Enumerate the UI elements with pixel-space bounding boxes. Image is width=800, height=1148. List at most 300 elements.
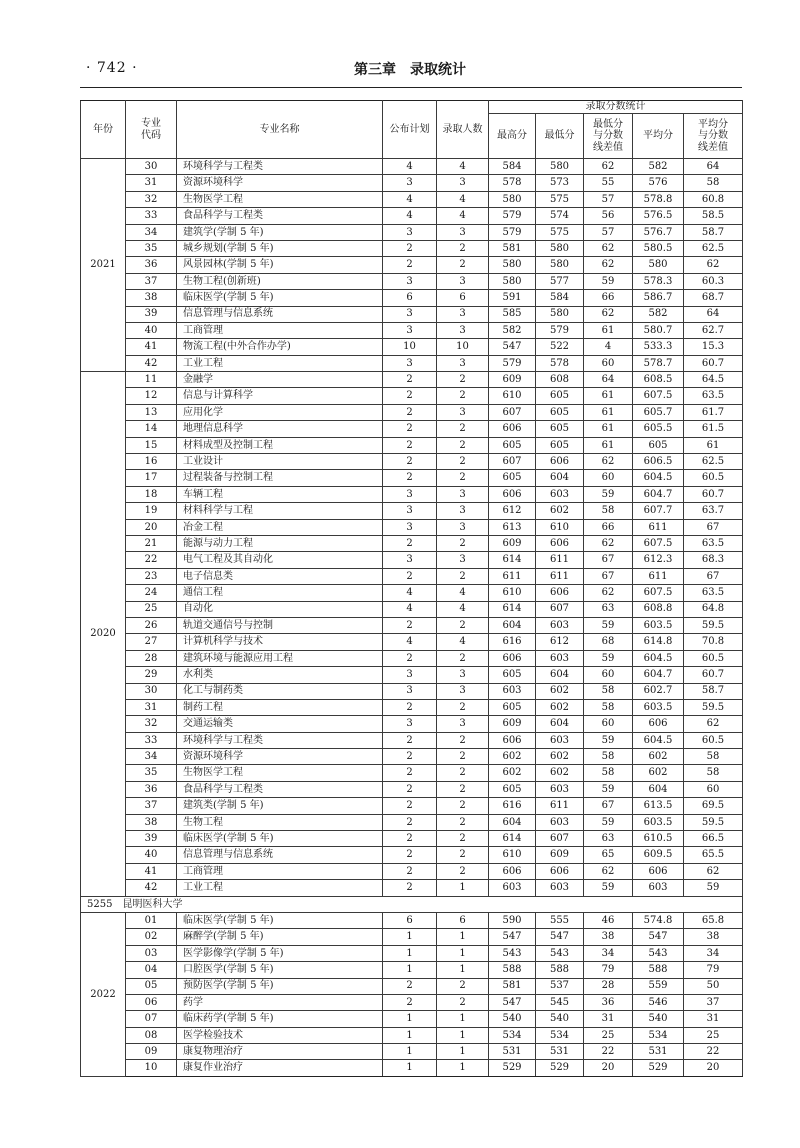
major-name: 生物医学工程 — [177, 191, 383, 207]
plan-count: 2 — [383, 454, 437, 470]
min-score: 531 — [536, 1044, 584, 1060]
min-score-diff: 61 — [584, 421, 633, 437]
col-avg-score: 平均分 — [633, 114, 684, 159]
min-score-diff: 59 — [584, 814, 633, 830]
avg-score: 543 — [633, 945, 684, 961]
max-score: 603 — [489, 880, 536, 896]
max-score: 605 — [489, 699, 536, 715]
admitted-count: 2 — [437, 257, 489, 273]
min-score-diff: 59 — [584, 617, 633, 633]
plan-count: 3 — [383, 683, 437, 699]
table-row — [81, 519, 743, 535]
plan-count: 2 — [383, 994, 437, 1010]
avg-score: 607.5 — [633, 585, 684, 601]
major-name: 生物工程 — [177, 814, 383, 830]
table-row — [81, 945, 743, 961]
table-row — [81, 388, 743, 404]
max-score: 534 — [489, 1027, 536, 1043]
plan-count: 2 — [383, 617, 437, 633]
plan-count: 4 — [383, 208, 437, 224]
table-row — [81, 306, 743, 322]
major-name: 生物医学工程 — [177, 765, 383, 781]
table-row — [81, 290, 743, 306]
admitted-count: 2 — [437, 240, 489, 256]
plan-count: 2 — [383, 863, 437, 879]
min-score-diff: 62 — [584, 585, 633, 601]
major-name: 康复物理治疗 — [177, 1044, 383, 1060]
table-row — [81, 535, 743, 551]
max-score: 547 — [489, 339, 536, 355]
admitted-count: 3 — [437, 552, 489, 568]
major-name: 城乡规划(学制 5 年) — [177, 240, 383, 256]
avg-score-diff: 59.5 — [684, 699, 743, 715]
table-row — [81, 847, 743, 863]
avg-score-diff: 58.5 — [684, 208, 743, 224]
max-score: 579 — [489, 224, 536, 240]
max-score: 588 — [489, 962, 536, 978]
min-score-diff: 22 — [584, 1044, 633, 1060]
min-score-diff: 58 — [584, 699, 633, 715]
table-row — [81, 978, 743, 994]
admitted-count: 3 — [437, 716, 489, 732]
major-code: 32 — [126, 191, 177, 207]
major-code: 41 — [126, 863, 177, 879]
avg-score: 606 — [633, 716, 684, 732]
min-score: 580 — [536, 240, 584, 256]
table-row — [81, 798, 743, 814]
avg-score: 603.5 — [633, 814, 684, 830]
min-score: 580 — [536, 257, 584, 273]
max-score: 606 — [489, 732, 536, 748]
avg-score: 602.7 — [633, 683, 684, 699]
major-name: 电气工程及其自动化 — [177, 552, 383, 568]
plan-count: 6 — [383, 912, 437, 928]
min-score-diff: 25 — [584, 1027, 633, 1043]
avg-score: 582 — [633, 159, 684, 175]
admitted-count: 4 — [437, 159, 489, 175]
admitted-count: 1 — [437, 945, 489, 961]
min-score-diff: 60 — [584, 355, 633, 371]
avg-score: 576.5 — [633, 208, 684, 224]
year-cell: 2021 — [81, 159, 126, 372]
plan-count: 3 — [383, 716, 437, 732]
admitted-count: 2 — [437, 388, 489, 404]
avg-score-diff: 60.5 — [684, 732, 743, 748]
table-row — [81, 585, 743, 601]
admitted-count: 2 — [437, 568, 489, 584]
min-score: 555 — [536, 912, 584, 928]
min-score: 574 — [536, 208, 584, 224]
plan-count: 2 — [383, 240, 437, 256]
max-score: 602 — [489, 749, 536, 765]
major-name: 材料科学与工程 — [177, 503, 383, 519]
avg-score: 578.7 — [633, 355, 684, 371]
avg-score-diff: 60 — [684, 781, 743, 797]
min-score-diff: 63 — [584, 831, 633, 847]
max-score: 540 — [489, 1011, 536, 1027]
major-name: 电子信息类 — [177, 568, 383, 584]
avg-score: 607.7 — [633, 503, 684, 519]
min-score-diff: 59 — [584, 486, 633, 502]
table-row — [81, 208, 743, 224]
max-score: 578 — [489, 175, 536, 191]
avg-score-diff: 58 — [684, 749, 743, 765]
major-code: 03 — [126, 945, 177, 961]
major-code: 13 — [126, 404, 177, 420]
min-score-diff: 56 — [584, 208, 633, 224]
avg-score: 547 — [633, 929, 684, 945]
avg-score: 611 — [633, 568, 684, 584]
table-row — [81, 552, 743, 568]
plan-count: 1 — [383, 1027, 437, 1043]
avg-score: 611 — [633, 519, 684, 535]
major-code: 21 — [126, 535, 177, 551]
plan-count: 2 — [383, 749, 437, 765]
plan-count: 3 — [383, 355, 437, 371]
avg-score-diff: 62 — [684, 257, 743, 273]
major-name: 临床医学(学制 5 年) — [177, 912, 383, 928]
table-row — [81, 716, 743, 732]
min-score: 604 — [536, 470, 584, 486]
major-name: 物流工程(中外合作办学) — [177, 339, 383, 355]
avg-score: 574.8 — [633, 912, 684, 928]
avg-score-diff: 67 — [684, 519, 743, 535]
col-min-score: 最低分 — [536, 114, 584, 159]
major-code: 17 — [126, 470, 177, 486]
major-code: 22 — [126, 552, 177, 568]
major-code: 32 — [126, 716, 177, 732]
avg-score-diff: 59.5 — [684, 814, 743, 830]
min-score-diff: 60 — [584, 667, 633, 683]
avg-score: 604 — [633, 781, 684, 797]
min-score: 605 — [536, 421, 584, 437]
major-name: 通信工程 — [177, 585, 383, 601]
major-name: 信息管理与信息系统 — [177, 847, 383, 863]
plan-count: 2 — [383, 650, 437, 666]
admitted-count: 6 — [437, 912, 489, 928]
max-score: 616 — [489, 634, 536, 650]
table-row — [81, 257, 743, 273]
min-score-diff: 61 — [584, 388, 633, 404]
major-name: 麻醉学(学制 5 年) — [177, 929, 383, 945]
plan-count: 1 — [383, 962, 437, 978]
major-code: 40 — [126, 322, 177, 338]
admitted-count: 2 — [437, 421, 489, 437]
min-score: 603 — [536, 486, 584, 502]
avg-score-diff: 60.7 — [684, 486, 743, 502]
col-score-group: 录取分数统计 — [489, 101, 743, 114]
avg-score-diff: 68.3 — [684, 552, 743, 568]
col-max-score: 最高分 — [489, 114, 536, 159]
min-score: 543 — [536, 945, 584, 961]
major-name: 临床医学(学制 5 年) — [177, 831, 383, 847]
table-row — [81, 749, 743, 765]
avg-score-diff: 15.3 — [684, 339, 743, 355]
max-score: 529 — [489, 1060, 536, 1076]
max-score: 607 — [489, 454, 536, 470]
major-name: 风景园林(学制 5 年) — [177, 257, 383, 273]
min-score: 540 — [536, 1011, 584, 1027]
major-name: 计算机科学与技术 — [177, 634, 383, 650]
major-code: 10 — [126, 1060, 177, 1076]
avg-score-diff: 70.8 — [684, 634, 743, 650]
major-name: 建筑类(学制 5 年) — [177, 798, 383, 814]
avg-score: 604.5 — [633, 470, 684, 486]
major-name: 临床医学(学制 5 年) — [177, 290, 383, 306]
avg-score: 576.7 — [633, 224, 684, 240]
major-code: 35 — [126, 765, 177, 781]
plan-count: 1 — [383, 945, 437, 961]
table-row — [81, 454, 743, 470]
admitted-count: 3 — [437, 355, 489, 371]
plan-count: 2 — [383, 257, 437, 273]
plan-count: 3 — [383, 273, 437, 289]
major-code: 39 — [126, 831, 177, 847]
avg-score: 580 — [633, 257, 684, 273]
col-code-label: 专业代码 — [141, 118, 161, 141]
min-score: 584 — [536, 290, 584, 306]
plan-count: 3 — [383, 322, 437, 338]
table-row — [81, 699, 743, 715]
admitted-count: 1 — [437, 1027, 489, 1043]
plan-count: 3 — [383, 667, 437, 683]
avg-score-diff: 60.3 — [684, 273, 743, 289]
major-code: 37 — [126, 798, 177, 814]
avg-score: 605 — [633, 437, 684, 453]
plan-count: 6 — [383, 290, 437, 306]
avg-score-diff: 37 — [684, 994, 743, 1010]
min-score-diff: 79 — [584, 962, 633, 978]
plan-count: 4 — [383, 159, 437, 175]
avg-score-diff: 22 — [684, 1044, 743, 1060]
major-code: 41 — [126, 339, 177, 355]
min-score: 575 — [536, 224, 584, 240]
major-name: 能源与动力工程 — [177, 535, 383, 551]
max-score: 605 — [489, 667, 536, 683]
major-name: 工商管理 — [177, 322, 383, 338]
admitted-count: 6 — [437, 290, 489, 306]
min-score-diff: 62 — [584, 454, 633, 470]
max-score: 610 — [489, 847, 536, 863]
table-row — [81, 486, 743, 502]
major-name: 食品科学与工程类 — [177, 208, 383, 224]
avg-score-diff: 62.5 — [684, 240, 743, 256]
avg-score-diff: 60.5 — [684, 470, 743, 486]
avg-score-diff: 20 — [684, 1060, 743, 1076]
table-row — [81, 929, 743, 945]
avg-score-diff: 58.7 — [684, 683, 743, 699]
plan-count: 2 — [383, 388, 437, 404]
min-score-diff: 64 — [584, 372, 633, 388]
major-code: 31 — [126, 175, 177, 191]
admitted-count: 1 — [437, 880, 489, 896]
avg-score-diff: 60.8 — [684, 191, 743, 207]
avg-score: 578.8 — [633, 191, 684, 207]
admitted-count: 3 — [437, 503, 489, 519]
admitted-count: 4 — [437, 208, 489, 224]
avg-score: 603.5 — [633, 699, 684, 715]
admitted-count: 1 — [437, 929, 489, 945]
major-name: 食品科学与工程类 — [177, 781, 383, 797]
min-score-diff: 34 — [584, 945, 633, 961]
admitted-count: 1 — [437, 1011, 489, 1027]
min-score-diff: 58 — [584, 503, 633, 519]
plan-count: 4 — [383, 634, 437, 650]
major-name: 建筑环境与能源应用工程 — [177, 650, 383, 666]
admitted-count: 2 — [437, 454, 489, 470]
plan-count: 3 — [383, 552, 437, 568]
plan-count: 10 — [383, 339, 437, 355]
major-code: 15 — [126, 437, 177, 453]
max-score: 582 — [489, 322, 536, 338]
min-score: 606 — [536, 585, 584, 601]
min-score-diff: 38 — [584, 929, 633, 945]
table-row — [81, 1011, 743, 1027]
avg-score-diff: 64 — [684, 306, 743, 322]
major-code: 28 — [126, 650, 177, 666]
max-score: 580 — [489, 257, 536, 273]
min-score: 611 — [536, 568, 584, 584]
avg-score-diff: 61.5 — [684, 421, 743, 437]
admitted-count: 2 — [437, 437, 489, 453]
major-name: 化工与制药类 — [177, 683, 383, 699]
plan-count: 2 — [383, 765, 437, 781]
admitted-count: 3 — [437, 486, 489, 502]
admitted-count: 2 — [437, 535, 489, 551]
major-name: 过程装备与控制工程 — [177, 470, 383, 486]
avg-score: 586.7 — [633, 290, 684, 306]
avg-score-diff: 58.7 — [684, 224, 743, 240]
avg-score: 604.7 — [633, 486, 684, 502]
table-row — [81, 322, 743, 338]
avg-score: 603.5 — [633, 617, 684, 633]
col-plan: 公布计划 — [383, 101, 437, 159]
admitted-count: 2 — [437, 863, 489, 879]
min-score: 603 — [536, 617, 584, 633]
avg-score-diff: 59 — [684, 880, 743, 896]
table-row — [81, 650, 743, 666]
min-score-diff: 55 — [584, 175, 633, 191]
avg-score-diff: 68.7 — [684, 290, 743, 306]
admitted-count: 3 — [437, 667, 489, 683]
avg-score: 588 — [633, 962, 684, 978]
avg-score-diff: 66.5 — [684, 831, 743, 847]
admitted-count: 1 — [437, 1060, 489, 1076]
plan-count: 4 — [383, 585, 437, 601]
plan-count: 2 — [383, 978, 437, 994]
min-score: 606 — [536, 454, 584, 470]
max-score: 609 — [489, 716, 536, 732]
plan-count: 3 — [383, 486, 437, 502]
avg-score: 607.5 — [633, 535, 684, 551]
min-score-diff: 62 — [584, 159, 633, 175]
major-name: 工业工程 — [177, 355, 383, 371]
admitted-count: 10 — [437, 339, 489, 355]
major-code: 19 — [126, 503, 177, 519]
min-score-diff: 36 — [584, 994, 633, 1010]
table-row — [81, 732, 743, 748]
max-score: 614 — [489, 601, 536, 617]
chapter-title: 第三章 录取统计 — [354, 62, 466, 78]
major-name: 环境科学与工程类 — [177, 159, 383, 175]
table-row — [81, 683, 743, 699]
major-name: 信息与计算科学 — [177, 388, 383, 404]
min-score: 603 — [536, 732, 584, 748]
table-row — [81, 1027, 743, 1043]
min-score-diff: 57 — [584, 224, 633, 240]
major-code: 26 — [126, 617, 177, 633]
admitted-count: 3 — [437, 404, 489, 420]
avg-score-diff: 63.5 — [684, 585, 743, 601]
year-cell: 2022 — [81, 912, 126, 1076]
major-code: 05 — [126, 978, 177, 994]
major-code: 38 — [126, 814, 177, 830]
max-score: 612 — [489, 503, 536, 519]
major-name: 建筑学(学制 5 年) — [177, 224, 383, 240]
plan-count: 2 — [383, 568, 437, 584]
min-score-diff: 61 — [584, 322, 633, 338]
min-score: 611 — [536, 798, 584, 814]
admitted-count: 4 — [437, 585, 489, 601]
min-score: 547 — [536, 929, 584, 945]
avg-score: 613.5 — [633, 798, 684, 814]
table-row — [81, 831, 743, 847]
min-score: 605 — [536, 404, 584, 420]
plan-count: 3 — [383, 503, 437, 519]
major-name: 交通运输类 — [177, 716, 383, 732]
max-score: 591 — [489, 290, 536, 306]
max-score: 604 — [489, 814, 536, 830]
avg-score: 606 — [633, 863, 684, 879]
min-score-diff: 60 — [584, 716, 633, 732]
min-score-diff: 61 — [584, 437, 633, 453]
major-code: 27 — [126, 634, 177, 650]
avg-score: 606.5 — [633, 454, 684, 470]
major-name: 工业工程 — [177, 880, 383, 896]
major-name: 资源环境科学 — [177, 175, 383, 191]
avg-score-diff: 50 — [684, 978, 743, 994]
major-name: 材料成型及控制工程 — [177, 437, 383, 453]
min-score: 577 — [536, 273, 584, 289]
col-min-diff-label: 最低分与分数线差值 — [593, 118, 623, 153]
major-name: 临床药学(学制 5 年) — [177, 1011, 383, 1027]
major-code: 37 — [126, 273, 177, 289]
col-min-diff — [584, 114, 633, 159]
major-code: 38 — [126, 290, 177, 306]
admitted-count: 2 — [437, 814, 489, 830]
table-row — [81, 437, 743, 453]
major-name: 车辆工程 — [177, 486, 383, 502]
admitted-count: 3 — [437, 519, 489, 535]
avg-score: 614.8 — [633, 634, 684, 650]
major-name: 环境科学与工程类 — [177, 732, 383, 748]
admitted-count: 2 — [437, 650, 489, 666]
major-name: 医学检验技术 — [177, 1027, 383, 1043]
avg-score-diff: 64 — [684, 159, 743, 175]
max-score: 616 — [489, 798, 536, 814]
table-row — [81, 667, 743, 683]
school-row — [81, 896, 743, 912]
min-score: 608 — [536, 372, 584, 388]
plan-count: 1 — [383, 929, 437, 945]
admitted-count: 2 — [437, 781, 489, 797]
major-code: 16 — [126, 454, 177, 470]
min-score-diff: 58 — [584, 749, 633, 765]
min-score-diff: 58 — [584, 683, 633, 699]
table-row — [81, 372, 743, 388]
plan-count: 2 — [383, 404, 437, 420]
plan-count: 2 — [383, 814, 437, 830]
